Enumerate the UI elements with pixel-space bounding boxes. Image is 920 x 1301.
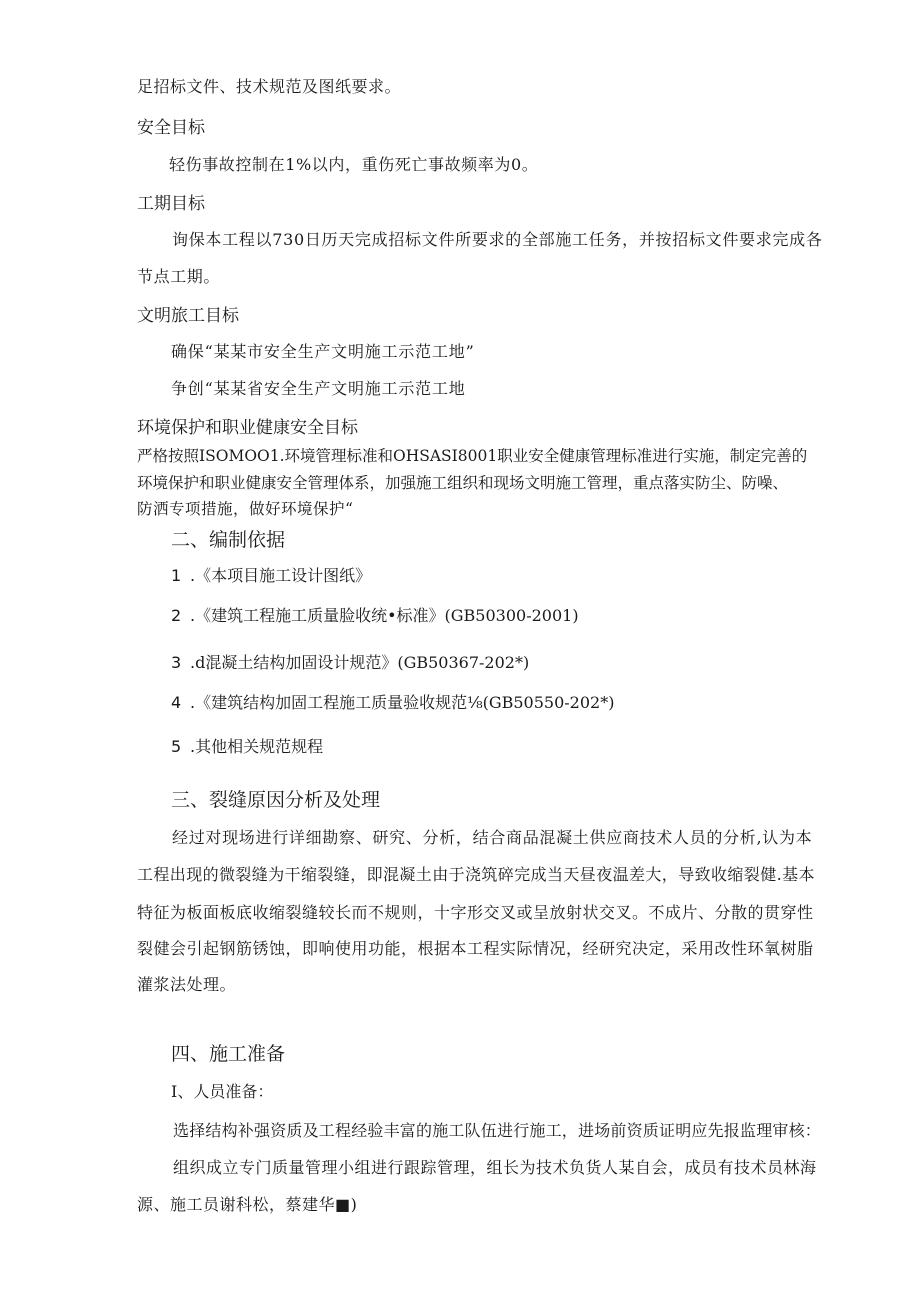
basis-heading: 二、编制依据	[171, 529, 286, 551]
civilized-line-1: 确保“某某市安全生产文明施工示范工地”	[171, 342, 475, 361]
prep-line-3: 源、施工员谢科松，蔡建华■)	[137, 1195, 358, 1214]
list-item	[171, 736, 323, 758]
cracks-line-2: 工程出现的微裂缝为干缩裂缝，即混凝土由于浇筑碎完成当天昼夜温差大，导致收缩裂健.基本	[137, 865, 815, 884]
safety-text: 轻伤事故控制在1%以内，重伤死亡事故频率为0。	[169, 155, 539, 174]
list-item-number: 3	[171, 653, 182, 672]
cracks-heading: 三、裂缝原因分析及处理	[171, 789, 381, 811]
list-item-text: .《本项目施工设计图纸》	[190, 566, 372, 585]
cracks-line-3: 特征为板面板底收缩裂缝较长而不规则，十字形交叉或呈放射状交叉。不成片、分散的贯穿性	[137, 903, 814, 922]
list-item	[171, 565, 371, 587]
prep-subheading: I、人员准备：	[171, 1082, 274, 1101]
list-item-text: .《建筑工程施工质量脸收统•标准》(GB50300-2001)	[190, 606, 579, 625]
prep-heading: 四、施工准备	[171, 1043, 286, 1065]
prep-line-1: 选择结构补强资质及工程经验丰富的施工队伍进行施工，进场前资质证明应先报监理审核：	[173, 1121, 822, 1140]
list-item-number: 4	[171, 693, 182, 712]
list-item	[171, 692, 614, 714]
environment-heading: 环境保护和职业健康安全目标	[137, 418, 358, 438]
cracks-line-1: 经过对现场进行详细勘察、研究、分析，结合商品混凝土供应商技术人员的分析,认为本	[172, 828, 813, 847]
civilized-line-2: 争创“某某省安全生产文明施工示范工地	[171, 379, 466, 398]
civilized-heading: 文明旅工目标	[137, 306, 239, 326]
prep-line-2: 组织成立专门质量管理小组进行跟踪管理，组长为技术负货人某自会，成员有技术员林海	[173, 1158, 817, 1177]
list-item-text: .d混凝土结构加固设计规范》(GB50367-202*)	[190, 653, 530, 672]
schedule-line-1: 询保本工程以730日历天完成招标文件所要求的全部施工任务，并按招标文件要求完成各	[172, 230, 823, 249]
intro-tail-text: 足招标文件、技术规范及图纸要求。	[137, 77, 402, 96]
safety-heading: 安全目标	[137, 118, 205, 138]
list-item-text: .《建筑结构加固工程施工质量验收规范⅛(GB50550-202*)	[190, 693, 615, 712]
list-item	[171, 652, 529, 674]
list-item-number: 2	[171, 606, 182, 625]
schedule-line-2: 节点工期。	[137, 267, 221, 286]
list-item-number: 1	[171, 566, 182, 585]
schedule-heading: 工期目标	[137, 194, 205, 214]
list-item-number: 5	[171, 737, 182, 756]
environment-line-2: 环境保护和职业健康安全管理体系，加强施工组织和现场文明施工管理，重点落实防尘、防噪、	[137, 474, 789, 492]
environment-line-1: 严格按照ISOMOO1.环境管理标准和OHSASI8001职业安全健康管理标准进行实施，制定完善的	[137, 447, 808, 465]
cracks-line-5: 灌浆法处理。	[137, 975, 237, 994]
list-item-text: .其他相关规范规程	[190, 737, 324, 756]
cracks-line-4: 裂健会引起钢筋锈蚀，即响使用功能，根据本工程实际情况，经研究决定，采用改性环氧树脂	[137, 939, 814, 958]
environment-line-3: 防洒专项措施，做好环境保护“	[137, 500, 354, 518]
list-item	[171, 605, 579, 627]
